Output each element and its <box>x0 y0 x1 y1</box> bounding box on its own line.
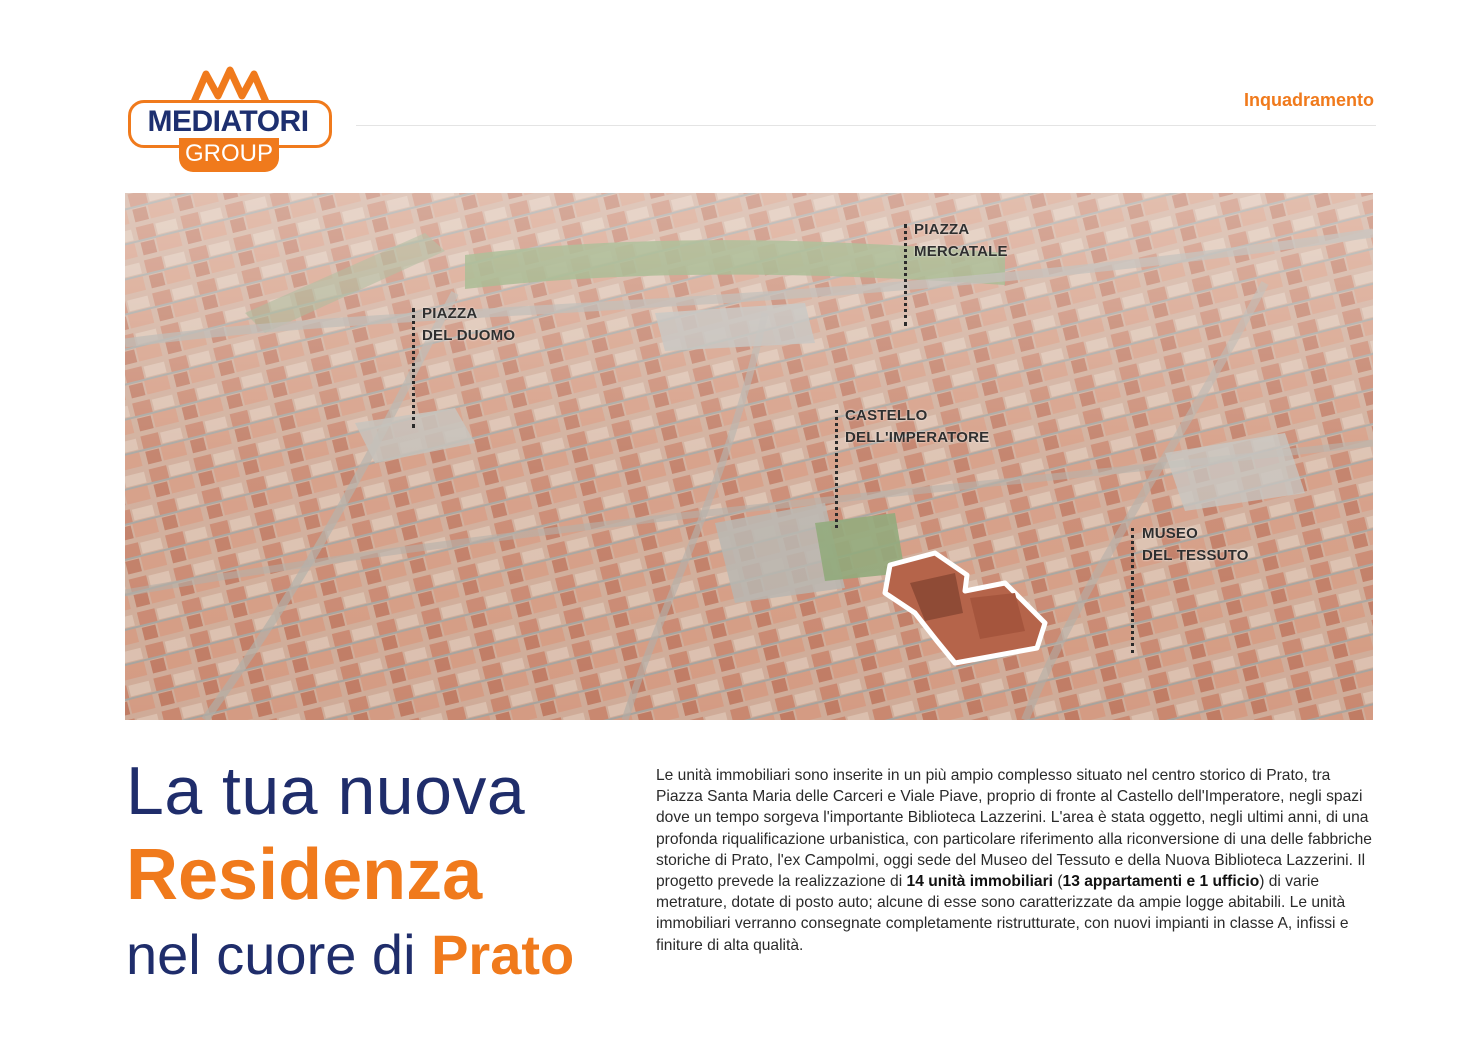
headline <box>126 752 646 990</box>
description-paragraph <box>656 765 1376 956</box>
description-part-1: Le unità immobiliari sono inserite in un più ampio complesso situato nel centro storico di Prato, tra Piazza Santa Maria delle Carceri e Viale Piave, proprio di fronte al Castello dell'Imperatore, negli spazi dove un tempo sorgeva l'importante Biblioteca Lazzerini. L'area è stata oggetto, negli ultimi anni, di una profonda riqualificazione urbanistica, con particolare riferimento alla riconversione di una delle fabbriche storiche di Prato, l'ex Campolmi, oggi sede del Museo del Tessuto e della Nuova Biblioteca Lazzerini. Il progetto prevede la realizzazione di <box>656 767 1372 891</box>
aerial-map <box>125 193 1373 720</box>
headline-line-3-accent: Prato <box>431 923 575 986</box>
headline-line-3 <box>126 920 646 990</box>
description-paren-open: ( <box>1052 873 1063 891</box>
leader-line-mercatale <box>904 224 907 326</box>
headline-line-2: Residenza <box>126 835 483 915</box>
description-bold-units: 14 unità immobiliari <box>906 873 1053 891</box>
description-bold-breakdown: 13 appartamenti e 1 ufficio <box>1062 873 1260 891</box>
leader-line-museo <box>1131 528 1134 653</box>
headline-line-3-prefix: nel cuore di <box>126 923 432 986</box>
leader-line-duomo <box>412 308 415 428</box>
leader-line-castello <box>835 410 838 528</box>
section-label: Inquadramento <box>1243 90 1374 110</box>
aerial-photo <box>125 193 1373 720</box>
logo-group-text: GROUP <box>179 138 279 172</box>
map-label-piazza-mercatale: PIAZZA MERCATALE <box>914 221 1008 260</box>
logo-brand-text: MEDIATORI <box>147 105 309 138</box>
header-divider <box>356 125 1376 126</box>
map-label-museo-del-tessuto: MUSEO DEL TESSUTO <box>1142 525 1249 564</box>
map-label-piazza-del-duomo: PIAZZA DEL DUOMO <box>422 305 516 344</box>
mediatori-group-logo <box>124 66 336 174</box>
headline-line-1: La tua nuova <box>126 753 526 829</box>
description-part-2: ) di varie metrature, dotate di posto auto; alcune di esse sono caratterizzate da ampie logge abitabili. Le unità immobiliari verranno consegnate completamente ristrutturate, con nuovi impianti in classe A, infissi e finiture di alta qualità. <box>656 873 1349 954</box>
map-label-castello-dell-imperatore: CASTELLO DELL'IMPERATORE <box>845 407 990 446</box>
